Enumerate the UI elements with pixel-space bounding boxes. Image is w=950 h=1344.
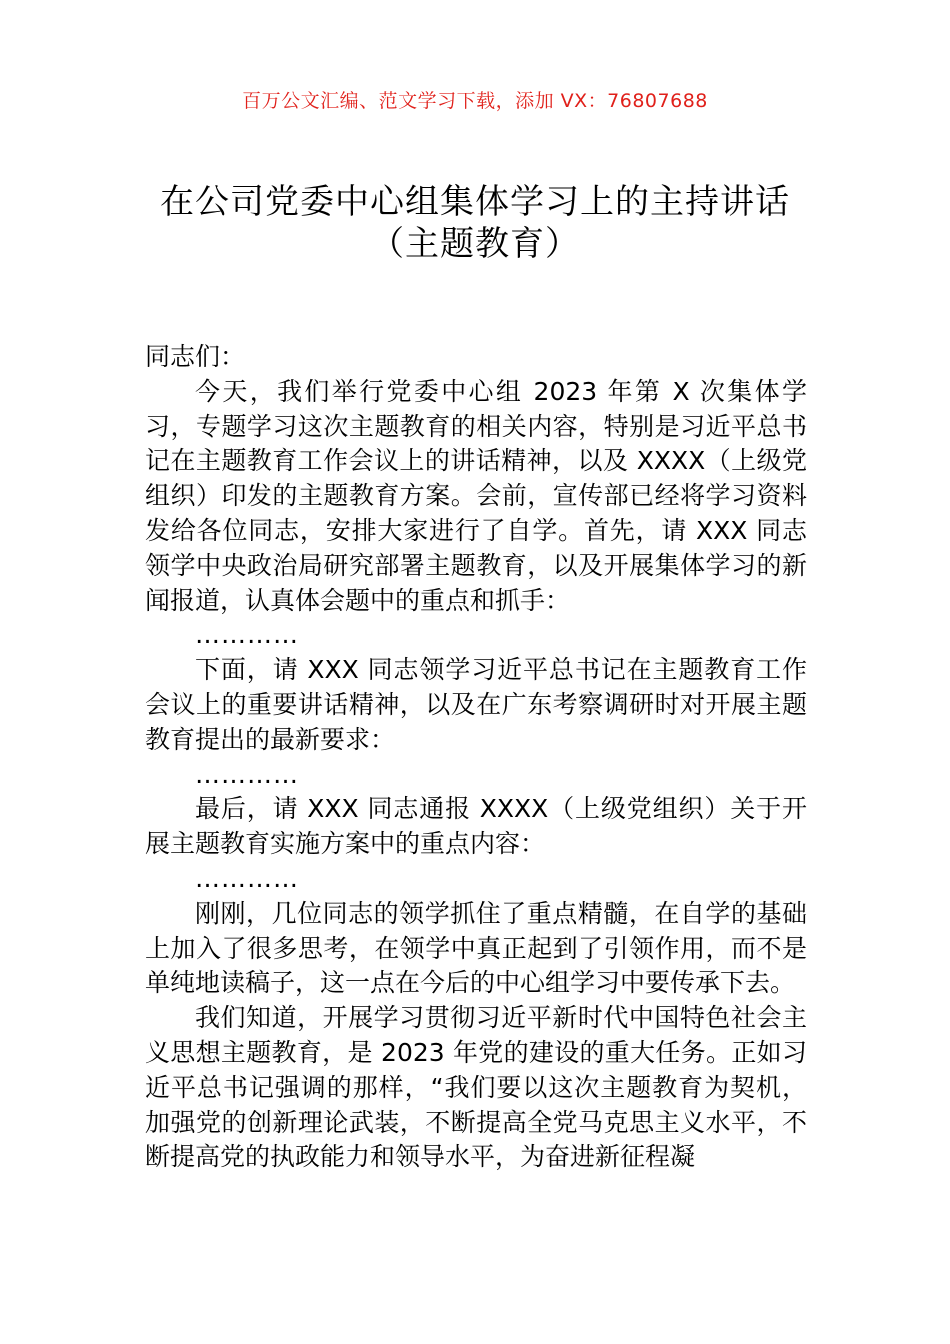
header-note: 百万公文汇编、范文学习下载，添加 VX：76807688 [242, 90, 708, 112]
ellipsis-placeholder: ………… [195, 759, 299, 789]
ellipsis-placeholder: ………… [195, 863, 299, 893]
paragraph-comment: 刚刚，几位同志的领学抓住了重点精髓，在自学的基础上加入了很多思考，在领学中真正起到了引领作用，而不是单纯地读稿子，这一点在今后的中心组学习中要传承下去。 [145, 898, 807, 998]
paragraph-opening: 今天，我们举行党委中心组 2023 年第 X 次集体学习，专题学习这次主题教育的相关内容，特别是习近平总书记在主题教育工作会议上的讲话精神，以及 XXXX（上级党组织）印发的主题教育方案。会前，宣传部已经将学习资料发给各位同志，安排大家进行了自学。首先，请 XXX 同志领学中央政治局研究部署主题教育，以及开展集体学习的新闻报道，认真体会题中的重点和抓手： [145, 376, 807, 615]
paragraph-second-lead: 下面，请 XXX 同志领学习近平总书记在主题教育工作会议上的重要讲话精神，以及在广东考察调研时对开展主题教育提出的最新要求： [145, 655, 807, 754]
page-subtitle: （主题教育） [370, 224, 580, 264]
paragraph-final-lead: 最后，请 XXX 同志通报 XXXX（上级党组织）关于开展主题教育实施方案中的重点内容： [145, 794, 807, 859]
document-body [145, 340, 807, 1175]
paragraph-significance: 我们知道，开展学习贯彻习近平新时代中国特色社会主义思想主题教育，是 2023 年党的建设的重大任务。正如习近平总书记强调的那样，“我们要以这次主题教育为契机，加强党的创新理论武装，不断提高全党马克思主义水平，不断提高党的执政能力和领导水平，为奋进新征程凝 [145, 1003, 807, 1172]
greeting: 同志们： [145, 342, 246, 371]
page-title: 在公司党委中心组集体学习上的主持讲话 [160, 182, 790, 222]
ellipsis-placeholder: ………… [195, 620, 299, 650]
